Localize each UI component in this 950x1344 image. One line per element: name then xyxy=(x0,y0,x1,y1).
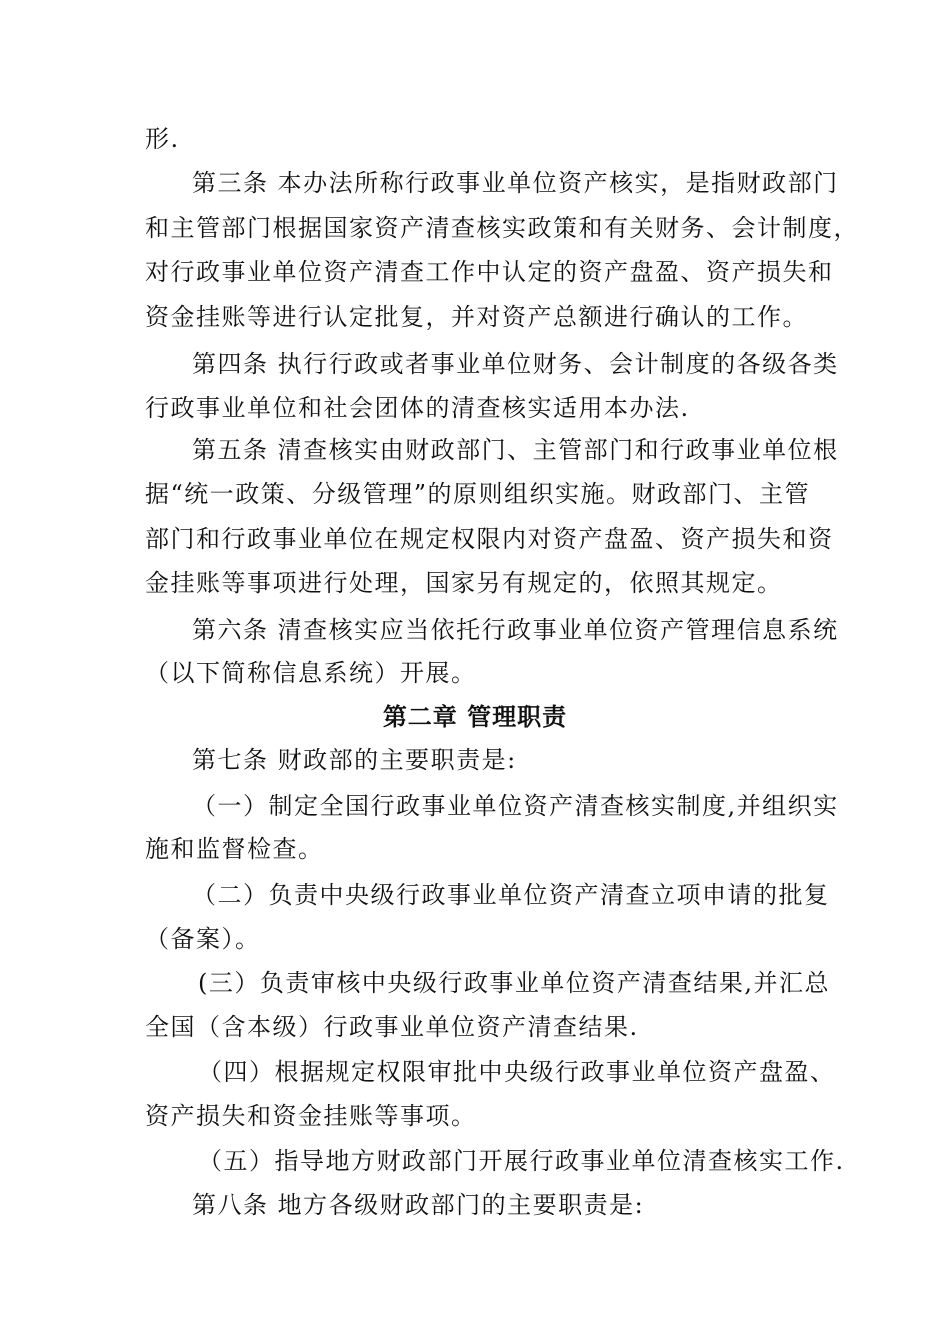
text-line: 部门和行政事业单位在规定权限内对资产盘盈、资产损失和资 xyxy=(145,525,834,553)
text-line: 施和监督检查。 xyxy=(145,835,324,863)
text-line: 行政事业单位和社会团体的清查核实适用本办法. xyxy=(145,394,690,422)
list-item-5: （五）指导地方财政部门开展行政事业单位清查核实工作. xyxy=(198,1147,845,1175)
article-8-line: 第八条 地方各级财政部门的主要职责是: xyxy=(192,1191,645,1219)
text-line: 金挂账等事项进行处理，国家另有规定的，依照其规定。 xyxy=(145,569,783,597)
text-line: 形. xyxy=(145,125,180,153)
text-line: 资金挂账等进行认定批复，并对资产总额进行确认的工作。 xyxy=(145,303,808,331)
list-item-1: （一）制定全国行政事业单位资产清查核实制度,并组织实 xyxy=(192,792,839,820)
chapter-heading: 第二章 管理职责 xyxy=(382,703,568,731)
list-item-4: （四）根据规定权限审批中央级行政事业单位资产盘盈、 xyxy=(198,1058,836,1086)
text-line: 资产损失和资金挂账等事项。 xyxy=(145,1102,477,1130)
article-6-line: 第六条 清查核实应当依托行政事业单位资产管理信息系统 xyxy=(192,616,839,644)
article-5-line: 第五条 清查核实由财政部门、主管部门和行政事业单位根 xyxy=(192,436,839,464)
article-3-line: 第三条 本办法所称行政事业单位资产核实，是指财政部门 xyxy=(192,169,839,197)
list-item-2: （二）负责中央级行政事业单位资产清查立项申请的批复 xyxy=(192,881,830,909)
article-7-line: 第七条 财政部的主要职责是: xyxy=(192,746,517,774)
text-line: 全国（含本级）行政事业单位资产清查结果. xyxy=(145,1013,639,1041)
article-4-line: 第四条 执行行政或者事业单位财务、会计制度的各级各类 xyxy=(192,350,839,378)
text-line: 和主管部门根据国家资产清查核实政策和有关财务、会计制度， xyxy=(145,214,859,242)
text-line: （备案）。 xyxy=(145,925,261,953)
list-item-3: (三）负责审核中央级行政事业单位资产清查结果,并汇总 xyxy=(198,969,830,997)
text-line: （以下简称信息系统）开展。 xyxy=(145,659,477,687)
text-line: 据“统一政策、分级管理”的原则组织实施。财政部门、主管 xyxy=(145,480,811,508)
text-line: 对行政事业单位资产清查工作中认定的资产盘盈、资产损失和 xyxy=(145,258,834,286)
